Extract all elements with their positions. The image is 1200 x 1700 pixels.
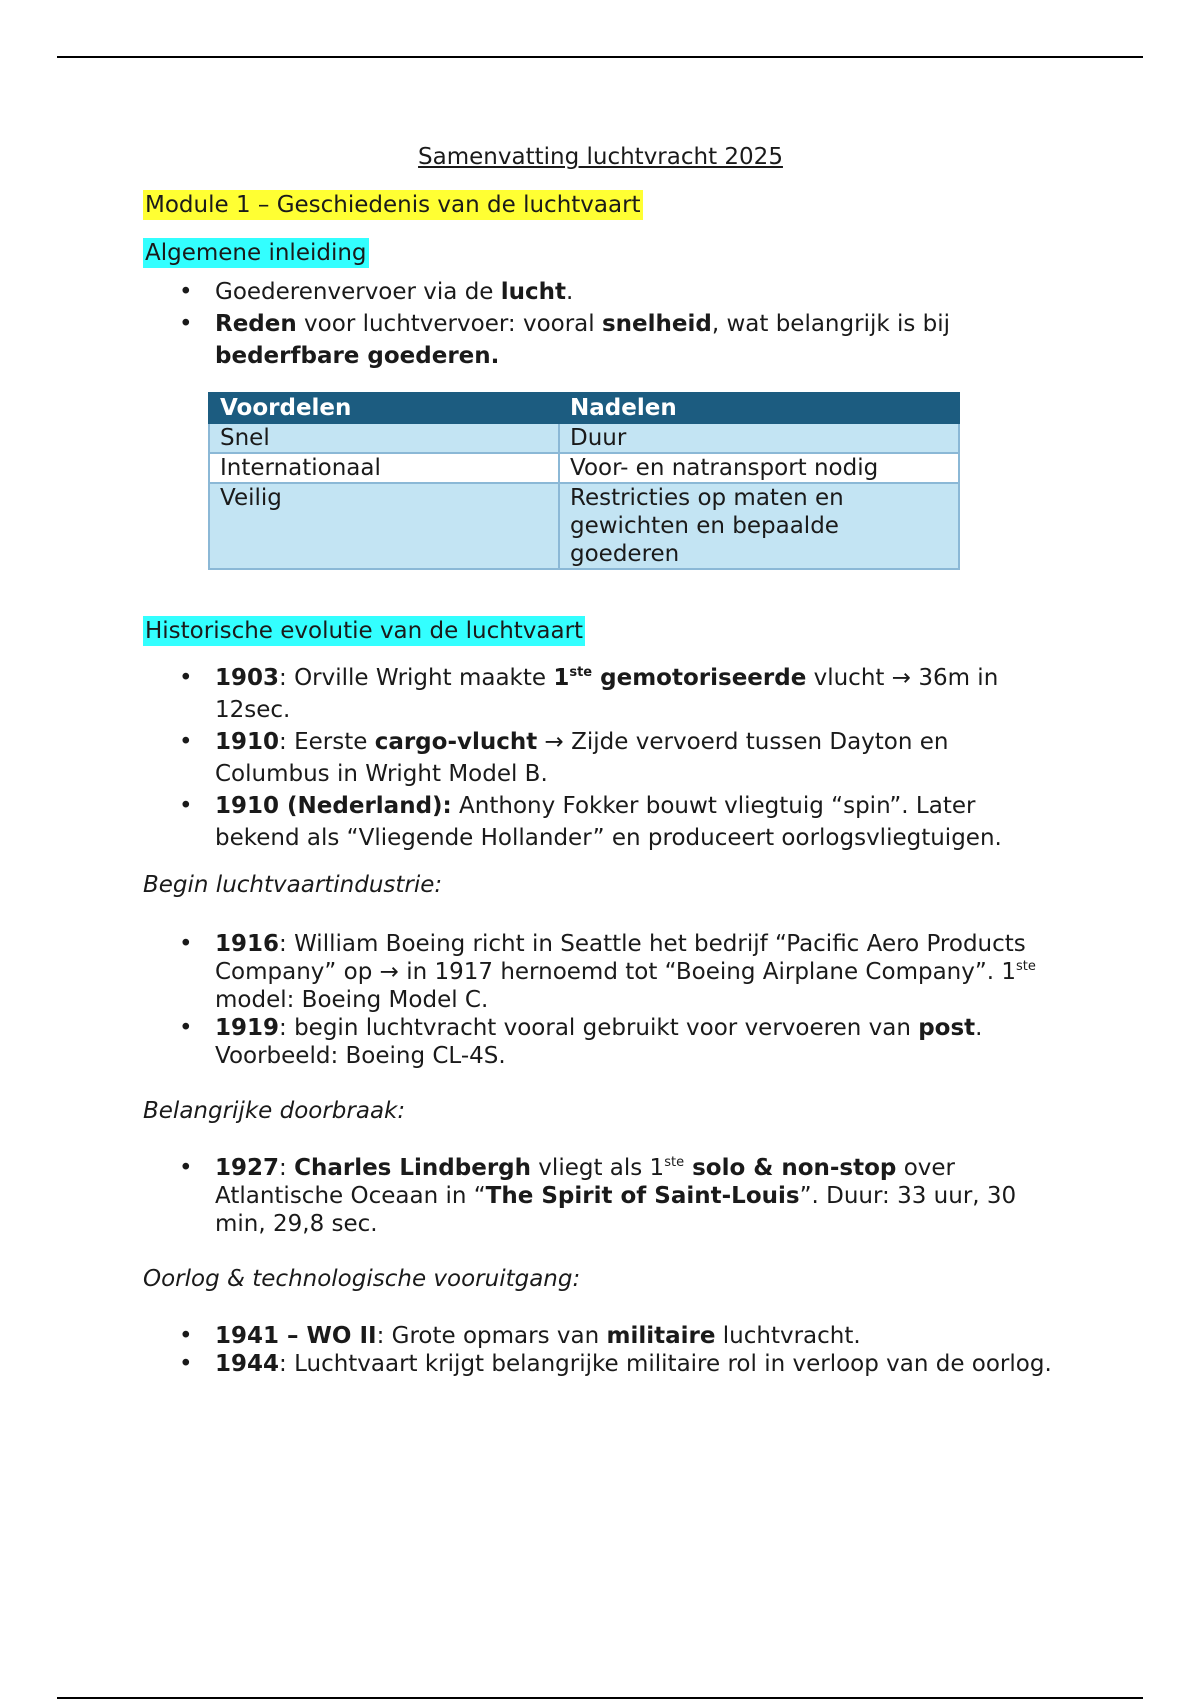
intro-list [143, 276, 1058, 372]
table-cell: Voor- en natransport nodig [559, 453, 959, 483]
pros-cons-table [208, 392, 960, 570]
list-item: • 1910: Eerste cargo-vlucht → Zijde vervoerd tussen Dayton en Columbus in Wright Model B. [215, 726, 1058, 790]
table-row [209, 453, 959, 483]
header-rule [57, 56, 1143, 58]
list-item: • 1944: Luchtvaart krijgt belangrijke militaire rol in verloop van de oorlog. [215, 1350, 1058, 1378]
section-heading-historische-evolutie: Historische evolutie van de luchtvaart [145, 618, 584, 644]
table-cell: Restricties op maten en gewichten en bepaalde goederen [559, 483, 959, 569]
document-page [143, 142, 1058, 1378]
table-row [209, 423, 959, 453]
table-cell: Internationaal [209, 453, 559, 483]
footer-rule [57, 1697, 1143, 1699]
table-cell: Veilig [209, 483, 559, 569]
table-header-nadelen: Nadelen [559, 393, 959, 423]
list-item: • 1903: Orville Wright maakte 1ste gemotoriseerde vlucht → 36m in 12sec. [215, 662, 1058, 726]
subheading-begin-luchtvaartindustrie: Begin luchtvaartindustrie: [143, 872, 443, 898]
subheading-belangrijke-doorbraak: Belangrijke doorbraak: [143, 1098, 406, 1124]
list-item: • 1919: begin luchtvracht vooral gebruikt voor vervoeren van post. Voorbeeld: Boeing CL-4S. [215, 1014, 1058, 1070]
list-item: • 1910 (Nederland): Anthony Fokker bouwt vliegtuig “spin”. Later bekend als “Vliegende Hollander” en produceert oorlogsvliegtuigen. [215, 790, 1058, 854]
industry-list [143, 930, 1058, 1070]
document-title: Samenvatting luchtvracht 2025 [418, 144, 783, 170]
list-item: • Goederenvervoer via de lucht. [215, 276, 1058, 308]
table-cell: Duur [559, 423, 959, 453]
section-heading-algemene-inleiding: Algemene inleiding [145, 240, 367, 266]
war-list [143, 1322, 1058, 1378]
subheading-oorlog: Oorlog & technologische vooruitgang: [143, 1266, 581, 1292]
list-item: • Reden voor luchtvervoer: vooral snelheid, wat belangrijk is bij bederfbare goederen. [215, 308, 1058, 372]
table-cell: Snel [209, 423, 559, 453]
breakthrough-list [143, 1154, 1058, 1238]
table-header-voordelen: Voordelen [209, 393, 559, 423]
history-list [143, 662, 1058, 854]
module-heading: Module 1 – Geschiedenis van de luchtvaart [145, 192, 641, 218]
list-item: • 1916: William Boeing richt in Seattle het bedrijf “Pacific Aero Products Company” op → in 1917 hernoemd tot “Boeing Airplane Company”. 1ste model: Boeing Model C. [215, 930, 1058, 1014]
list-item: • 1941 – WO II: Grote opmars van militaire luchtvracht. [215, 1322, 1058, 1350]
list-item: • 1927: Charles Lindbergh vliegt als 1ste solo & non-stop over Atlantische Oceaan in “The Spirit of Saint-Louis”. Duur: 33 uur, 30 min, 29,8 sec. [215, 1154, 1058, 1238]
table-row [209, 483, 959, 569]
